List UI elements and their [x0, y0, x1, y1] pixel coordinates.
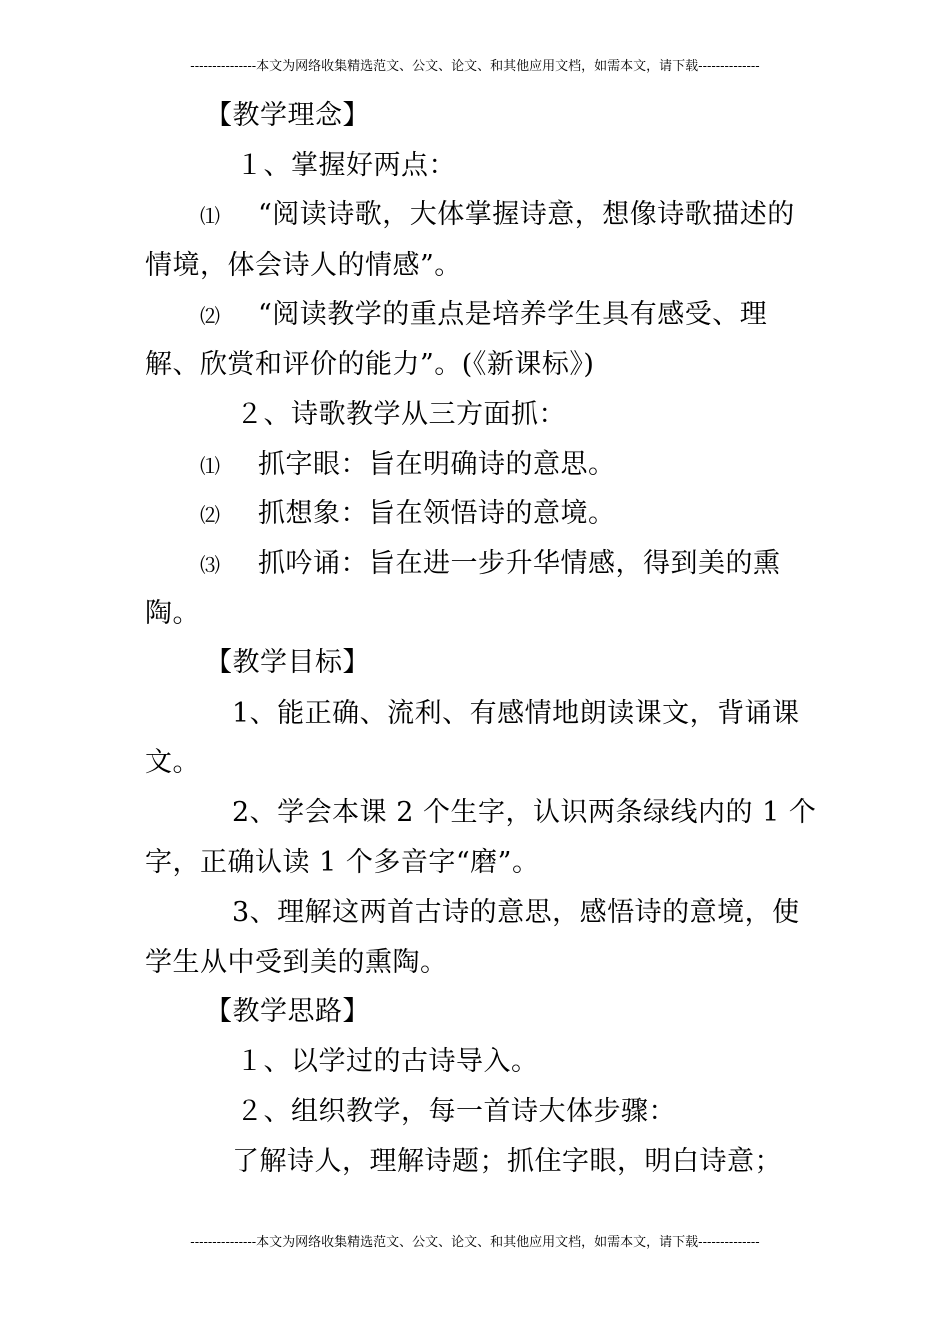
philosophy-point-2-item-2 — [200, 497, 616, 532]
goal-1: 1、能正确、流利、有感情地朗读课文，背诵课 — [232, 698, 800, 729]
philosophy-point-2-item-3 — [200, 547, 781, 582]
section-heading-philosophy: 【教学理念】 — [205, 100, 370, 131]
philosophy-point-1: １、掌握好两点： — [236, 150, 456, 181]
goal-2-continued: 字，正确认读 1 个多音字“磨”。 — [145, 847, 540, 878]
goal-3-continued: 学生从中受到美的熏陶。 — [145, 947, 448, 978]
goal-2: 2、学会本课 2 个生字，认识两条绿线内的 1 个 — [232, 797, 817, 828]
goal-3: 3、理解这两首古诗的意思，感悟诗的意境，使 — [232, 897, 800, 928]
list-marker: ⑵ — [200, 503, 221, 527]
approach-step-1: １、以学过的古诗导入。 — [236, 1046, 539, 1077]
list-marker: ⑴ — [200, 454, 221, 478]
approach-step-2: ２、组织教学，每一首诗大体步骤： — [236, 1096, 676, 1127]
philosophy-point-1-item-1 — [200, 198, 795, 233]
section-heading-goals: 【教学目标】 — [205, 647, 370, 678]
list-marker: ⑶ — [200, 553, 221, 577]
page-header-banner: ---------------本文为网络收集精选范文、公文、论文、和其他应用文档，如需本文，请下载-------------- — [190, 59, 760, 74]
philosophy-point-2-item-1 — [200, 448, 616, 483]
paragraph-text: “阅读诗歌，大体掌握诗意，想像诗歌描述的 — [258, 199, 795, 230]
philosophy-point-1-item-1-continued: 情境，体会诗人的情感”。 — [145, 250, 462, 281]
philosophy-point-2: ２、诗歌教学从三方面抓： — [236, 399, 566, 430]
page-footer-banner: ---------------本文为网络收集精选范文、公文、论文、和其他应用文档，如需本文，请下载-------------- — [190, 1235, 760, 1250]
paragraph-text: 抓想象：旨在领悟诗的意境。 — [258, 498, 616, 529]
philosophy-point-1-item-2-continued: 解、欣赏和评价的能力”。(《新课标》) — [145, 349, 595, 380]
list-marker: ⑴ — [200, 204, 221, 228]
paragraph-text: 抓吟诵：旨在进一步升华情感，得到美的熏 — [258, 548, 781, 579]
section-heading-approach: 【教学思路】 — [205, 996, 370, 1027]
list-marker: ⑵ — [200, 304, 221, 328]
approach-step-2-detail: 了解诗人，理解诗题；抓住字眼，明白诗意； — [232, 1146, 782, 1177]
philosophy-point-1-item-2 — [200, 298, 767, 333]
paragraph-text: 抓字眼：旨在明确诗的意思。 — [258, 449, 616, 480]
paragraph-text: “阅读教学的重点是培养学生具有感受、理 — [258, 299, 768, 330]
philosophy-point-2-item-3-continued: 陶。 — [145, 598, 200, 629]
goal-1-continued: 文。 — [145, 747, 200, 778]
